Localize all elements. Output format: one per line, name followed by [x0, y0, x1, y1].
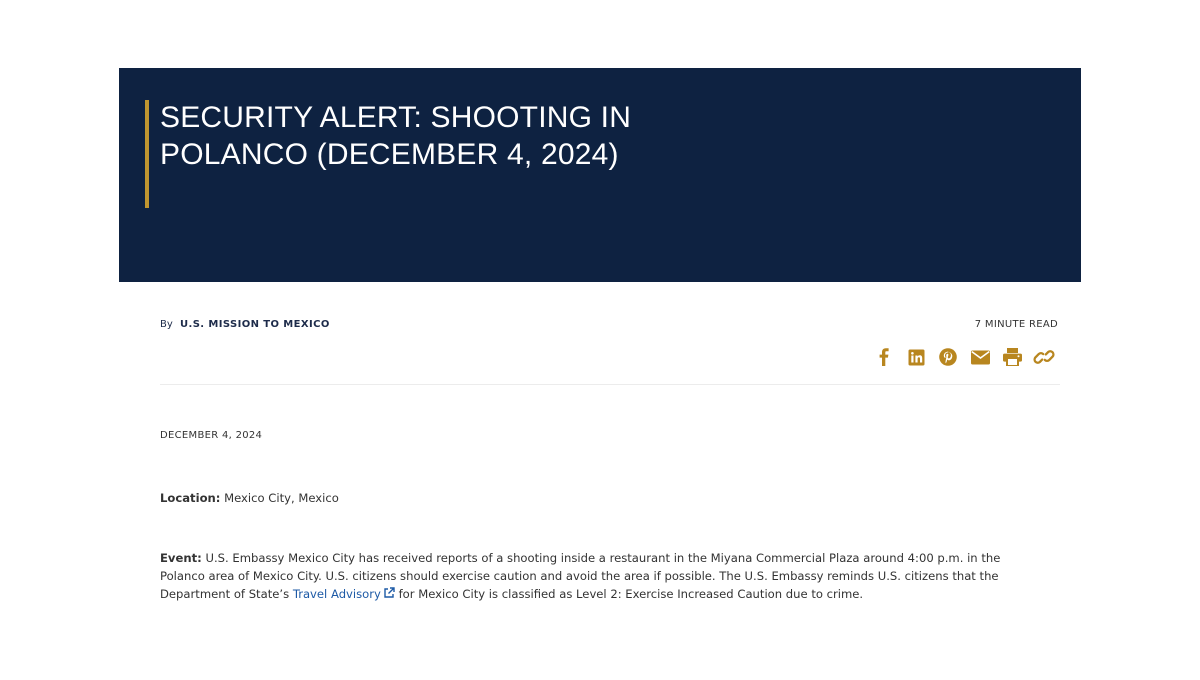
linkedin-share-button[interactable]	[900, 346, 932, 368]
email-share-button[interactable]	[964, 346, 996, 368]
event-paragraph	[160, 549, 1040, 603]
facebook-share-button[interactable]	[868, 346, 900, 368]
pinterest-share-button[interactable]	[932, 346, 964, 368]
copy-link-button[interactable]	[1028, 346, 1060, 368]
byline	[160, 319, 330, 330]
divider	[160, 384, 1060, 385]
publish-date: DECEMBER 4, 2024	[160, 430, 263, 441]
page-title: SECURITY ALERT: SHOOTING IN POLANCO (DECEMBER 4, 2024)	[160, 101, 632, 171]
event-text-continued: for Mexico City is classified as Level 2: Exercise Increased Caution due to crime.	[398, 587, 864, 601]
byline-prefix: By	[160, 319, 173, 330]
location-paragraph	[160, 489, 339, 507]
read-time: 7 MINUTE READ	[974, 319, 1058, 330]
byline-author: U.S. MISSION TO MEXICO	[179, 319, 330, 330]
email-icon	[971, 350, 990, 365]
link-icon	[1033, 348, 1055, 366]
facebook-icon	[878, 348, 890, 366]
linkedin-icon	[908, 349, 925, 366]
hero-accent-bar	[145, 100, 149, 208]
share-toolbar	[868, 346, 1060, 368]
pinterest-icon	[939, 348, 957, 366]
location-label: Location:	[160, 491, 221, 505]
location-value: Mexico City, Mexico	[224, 491, 339, 505]
hero-banner	[119, 68, 1081, 282]
event-text: U.S. Embassy Mexico City has received reports of a shooting inside a restaurant in the Miyana Commercial Plaza around 4:00 p.m. in the Polanco area of Mexico City. U.S. citizens should exercise caution and avoid the area if possible. The U.S. Embassy reminds U.S. citizens that the Department of State’s	[160, 551, 1001, 601]
travel-advisory-link[interactable]	[293, 587, 395, 601]
event-label: Event:	[160, 551, 202, 565]
travel-advisory-link-text: Travel Advisory	[292, 587, 381, 601]
external-link-icon	[383, 587, 395, 599]
print-icon	[1003, 348, 1022, 366]
print-button[interactable]	[996, 346, 1028, 368]
